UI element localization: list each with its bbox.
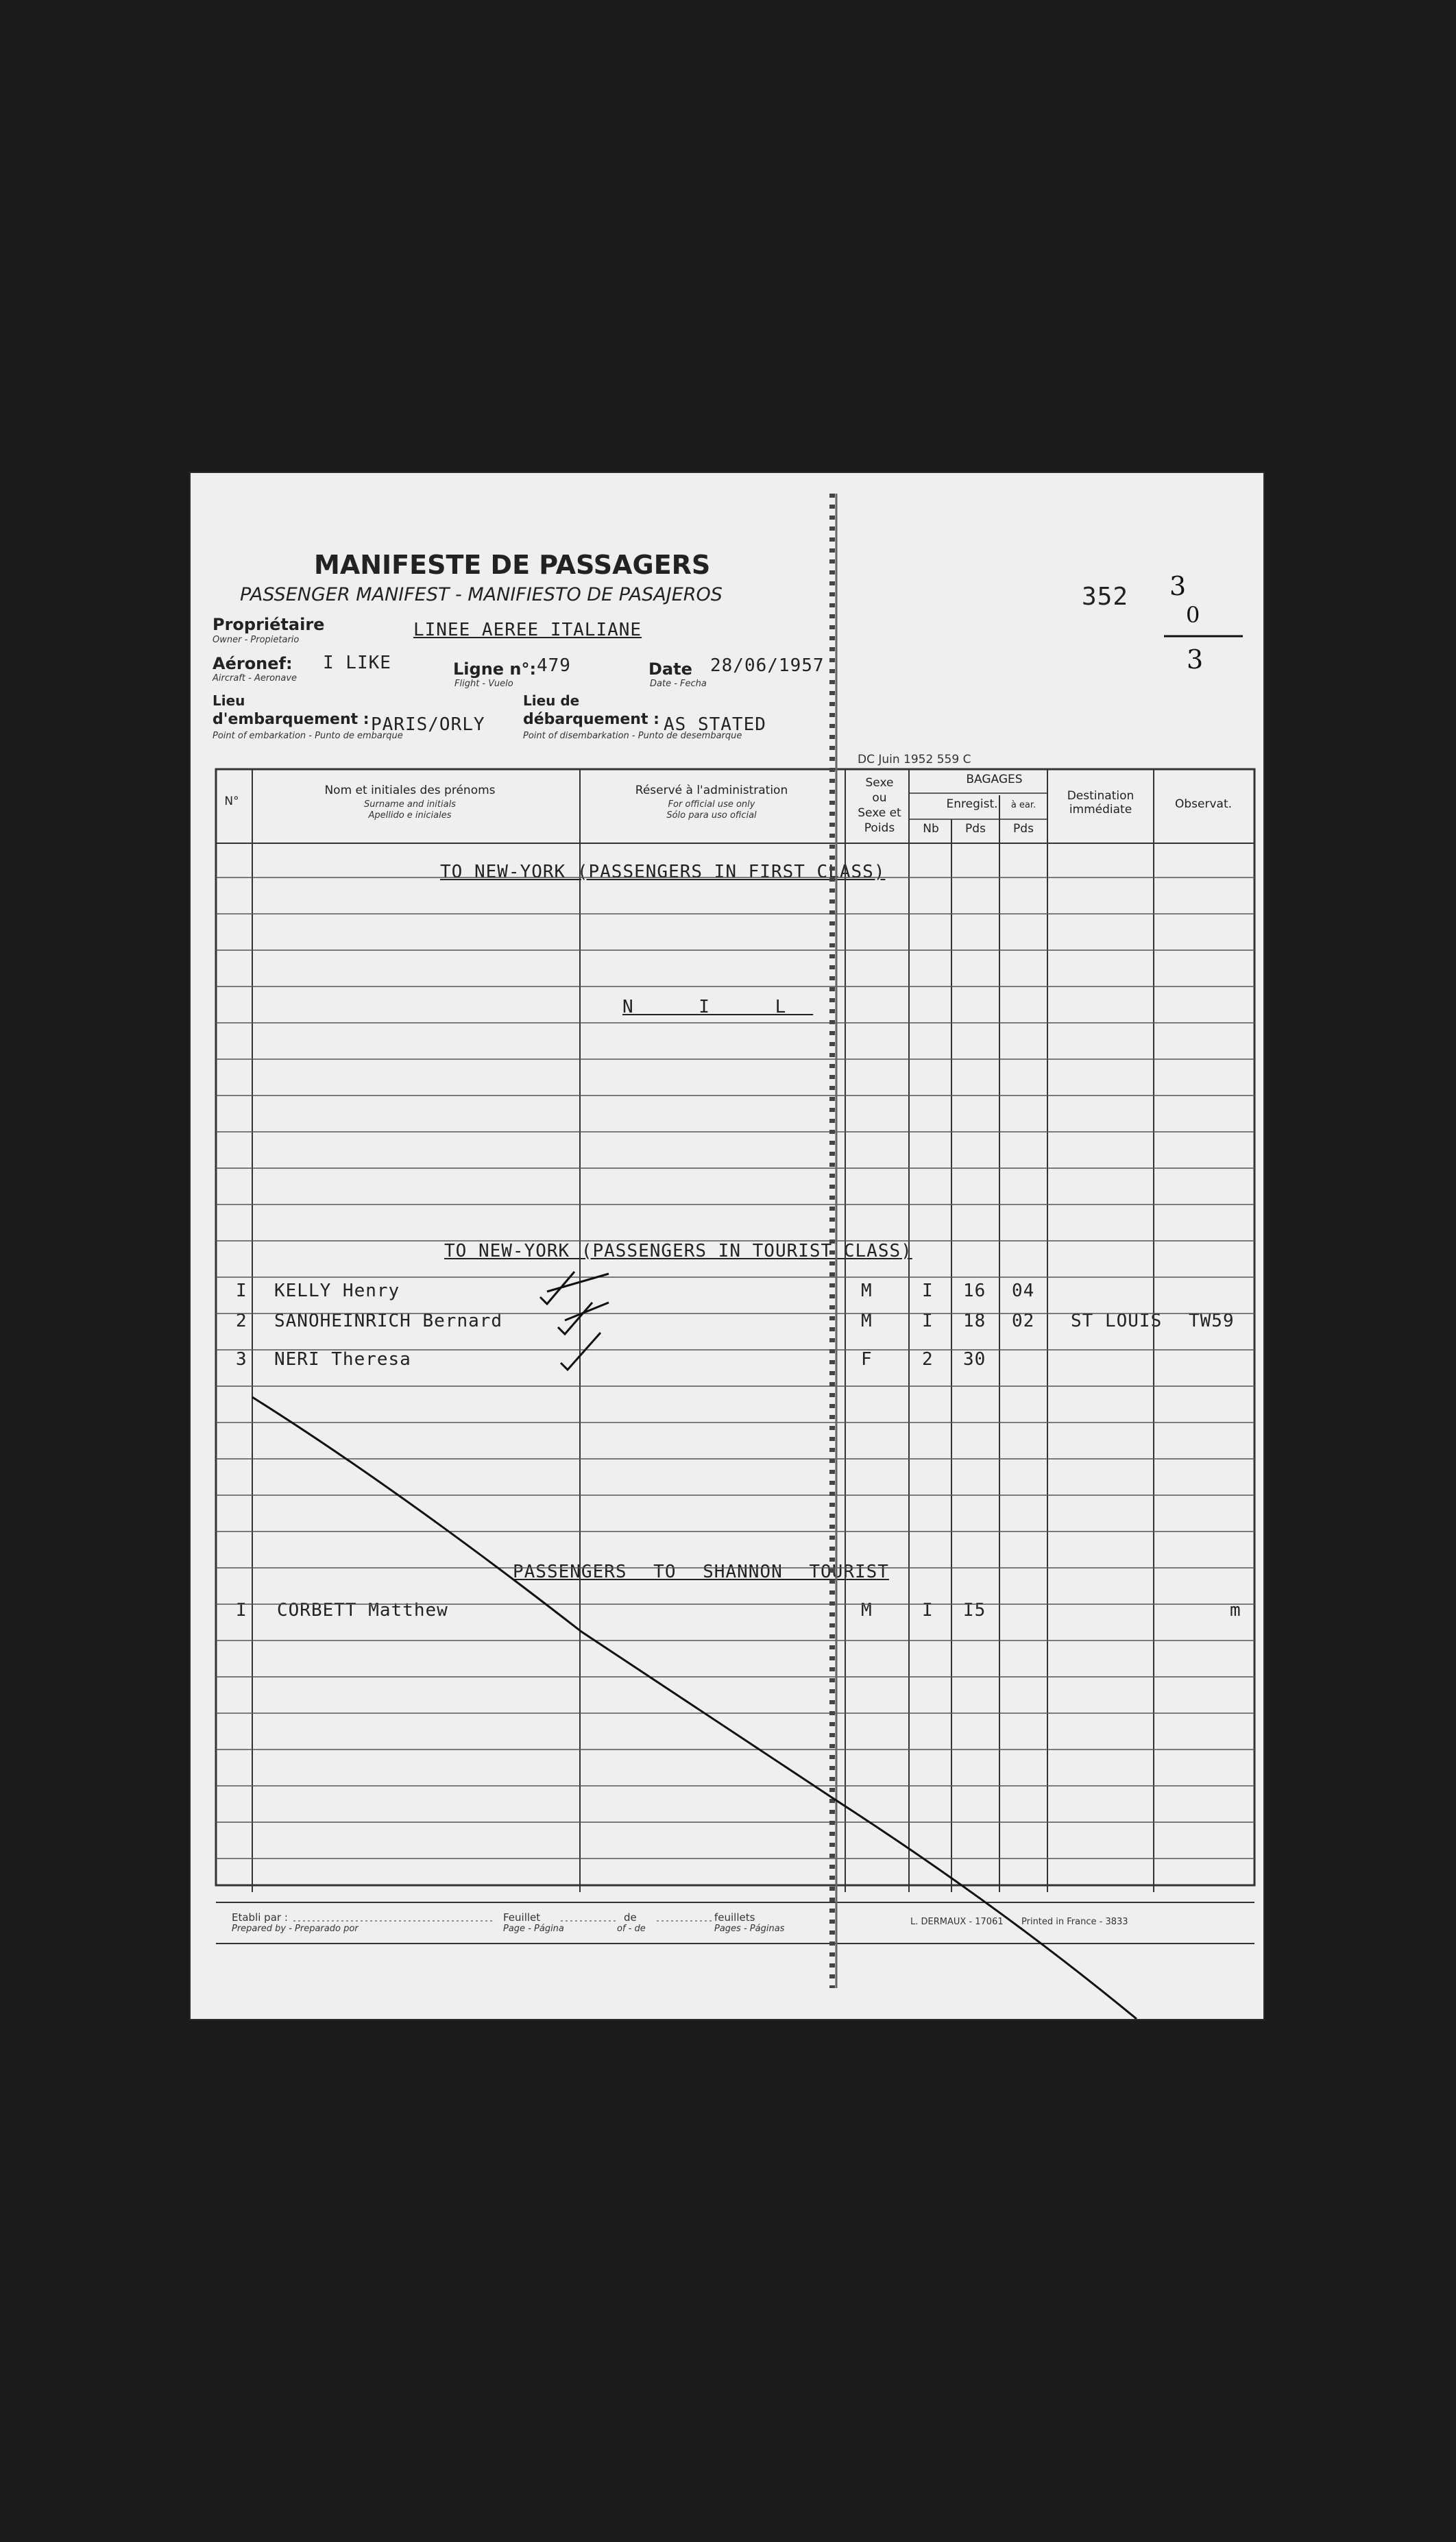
embark-label-2: d'embarquement :	[213, 711, 369, 728]
form-ruling	[191, 473, 1263, 2019]
row-observation: TW59	[1189, 1311, 1235, 1331]
row-sex: M	[861, 1281, 873, 1301]
line-label: Ligne n°:	[453, 659, 537, 679]
row-nb: I	[922, 1281, 934, 1301]
owner-label: Propriétaire	[213, 615, 325, 634]
col-main: à ear.	[1010, 800, 1036, 810]
row-sex: M	[861, 1600, 873, 1621]
row-destination: ST LOUIS	[1071, 1311, 1163, 1331]
footer-prepared: Etabli par :	[232, 1911, 288, 1924]
col-nb: Nb	[923, 822, 939, 836]
owner-sub: Owner - Propietario	[213, 635, 300, 645]
disembark-value: AS STATED	[664, 714, 766, 735]
row-nb: I	[922, 1311, 934, 1331]
col-main-pds: Pds	[1013, 822, 1034, 836]
line-value: 479	[537, 655, 571, 676]
col-pds: Pds	[965, 822, 986, 836]
col-admin-sub2: Sólo para uso oficial	[666, 810, 757, 821]
disembark-sub: Point of disembarkation - Punto de desembarque	[523, 731, 742, 741]
disembark-label-1: Lieu de	[523, 692, 580, 709]
hand-mark-mid: 0	[1186, 602, 1200, 628]
footer-printed: Printed in France - 3833	[1021, 1917, 1128, 1927]
page-number: 352	[1082, 583, 1129, 611]
row-name: KELLY Henry	[274, 1281, 400, 1301]
col-sex-1: Sexe	[865, 776, 894, 790]
row-pds: 30	[963, 1349, 986, 1370]
footer-of-sub: of - de	[617, 1924, 646, 1934]
col-dest-1: Destination	[1067, 789, 1135, 803]
row-pds: 16	[963, 1281, 986, 1301]
col-no: N°	[224, 795, 239, 808]
disembark-label-2: débarquement :	[523, 711, 659, 728]
aircraft-sub: Aircraft - Aeronave	[213, 673, 298, 683]
row-main: 04	[1012, 1281, 1035, 1301]
row-nb: 2	[922, 1349, 934, 1370]
row-pds: I5	[963, 1600, 986, 1621]
aircraft-label: Aéronef:	[213, 654, 293, 673]
footer-of: de	[624, 1911, 637, 1924]
line-sub: Flight - Vuelo	[454, 679, 513, 689]
footer-prepared-sub: Prepared by - Preparado por	[232, 1924, 359, 1934]
section-first-class: TO NEW-YORK (PASSENGERS IN FIRST CLASS)	[440, 862, 886, 882]
aircraft-value: I LIKE	[323, 653, 391, 673]
col-bagages: BAGAGES	[966, 773, 1023, 786]
row-sex: M	[861, 1311, 873, 1331]
section-tourist-class: TO NEW-YORK (PASSENGERS IN TOURIST CLASS)	[444, 1241, 912, 1261]
footer-sheets-sub: Pages - Páginas	[714, 1924, 785, 1934]
row-pds: 18	[963, 1311, 986, 1331]
form-title: MANIFESTE DE PASSAGERS	[314, 550, 711, 580]
row-no: I	[236, 1281, 247, 1301]
row-nb: I	[922, 1600, 934, 1621]
row-name: CORBETT Matthew	[277, 1600, 448, 1621]
col-sex-4: Poids	[864, 821, 895, 835]
manifest-sheet	[191, 473, 1263, 2019]
hand-mark-top: 3	[1169, 571, 1187, 601]
row-no: 3	[236, 1349, 247, 1370]
footer-sheet: Feuillet	[503, 1911, 541, 1924]
col-observ: Observat.	[1174, 797, 1233, 811]
footer-printer: L. DERMAUX - 17061	[910, 1917, 1004, 1927]
col-name-sub1: Surname and initials	[364, 799, 456, 810]
col-admin: Réservé à l'administration	[635, 784, 788, 797]
row-no: I	[236, 1600, 247, 1621]
date-value: 28/06/1957	[710, 655, 825, 676]
row-no: 2	[236, 1311, 247, 1331]
form-code: DC Juin 1952 559 C	[858, 753, 971, 766]
footer-sheet-sub: Page - Página	[503, 1924, 564, 1934]
form-subtitle: PASSENGER MANIFEST - MANIFIESTO DE PASAJEROS	[240, 584, 723, 605]
embark-sub: Point of embarkation - Punto de embarque	[213, 731, 403, 741]
footer-sheets: feuillets	[714, 1911, 755, 1924]
col-admin-sub1: For official use only	[668, 799, 755, 810]
col-sex-2: ou	[872, 791, 887, 805]
col-dest-2: immédiate	[1069, 803, 1132, 816]
date-label: Date	[648, 659, 692, 679]
col-enregist: Enregist.	[946, 797, 998, 811]
owner-value: LINEE AEREE ITALIANE	[413, 620, 642, 640]
section-nil: N I L	[622, 997, 814, 1017]
section-shannon: PASSENGERS TO SHANNON TOURIST	[513, 1562, 889, 1582]
row-name: SANOHEINRICH Bernard	[274, 1311, 503, 1331]
row-observation: m	[1230, 1600, 1241, 1621]
row-main: 02	[1012, 1311, 1035, 1331]
row-name: NERI Theresa	[274, 1349, 411, 1370]
hand-mark-bottom: 3	[1187, 644, 1204, 675]
embark-label-1: Lieu	[213, 692, 245, 709]
col-sex-3: Sexe et	[858, 806, 901, 820]
row-sex: F	[861, 1349, 873, 1370]
date-sub: Date - Fecha	[650, 679, 707, 689]
col-name: Nom et initiales des prénoms	[324, 784, 496, 797]
col-name-sub2: Apellido e iniciales	[368, 810, 452, 821]
embark-value: PARIS/ORLY	[371, 714, 485, 735]
